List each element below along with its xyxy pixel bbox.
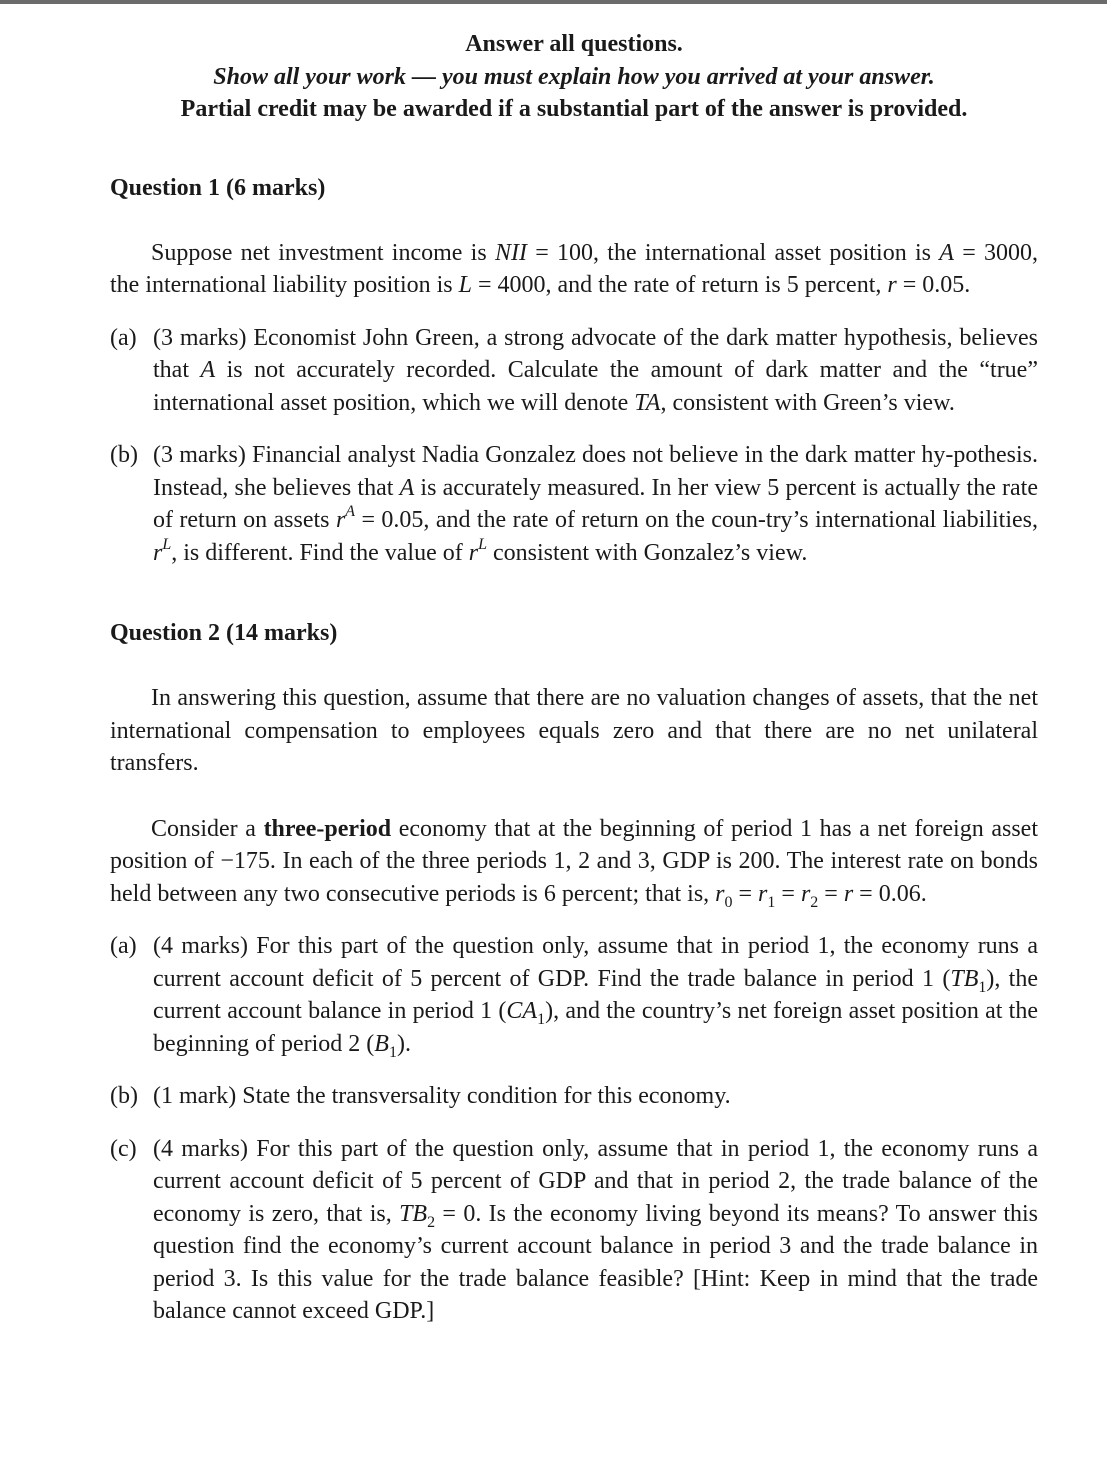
item-label: (a) (110, 324, 137, 351)
item-label: (b) (110, 442, 138, 468)
question-1-title: Question 1 (6 marks) (110, 174, 326, 201)
header-line-1: Answer all questions. (465, 31, 683, 57)
question-2a: (a) (4 marks) For this part of the question only, assume that in period 1, the economy runs a current account deficit of 5 percent of GDP. Find the trade balance in period 1 $(TB_1)$, the current account balance in period 1 $(CA_1)$, and the country’s net foreign asset position at the beginning of period 2 $(B_1)$. (110, 930, 1038, 1060)
question-2-title: Question 2 (14 marks) (110, 620, 338, 646)
question-1b: (b) (3 marks) Financial analyst Nadia Gonzalez does not believe in the dark matter hy-pothesis. Instead, she believes that A is accurately measured. In her view 5 percent is actually the rate of return on assets $r^A = 0.05$, and the rate of return on the coun-try’s international liabilities, $r^L$, is different. Find the value of $r^L$ consistent with Gonzalez’s view. (110, 439, 1038, 569)
header-line-2: Show all your work — you must explain how you arrived at your answer. (213, 63, 935, 90)
item-label: (c) (110, 1135, 137, 1162)
question-2b: (b) (1 mark) State the transversality condition for this economy. (110, 1080, 1038, 1113)
question-1-intro: Suppose net investment income is NII = 100, the international asset position is A = 3000, the international liability position is L = 4000, and the rate of return is 5 percent, r = 0.05. (110, 239, 1039, 298)
instructions-header (110, 28, 1038, 126)
item-label: (a) (110, 933, 137, 959)
question-2c: (c) (4 marks) For this part of the question only, assume that in period 1, the economy runs a current account deficit of 5 percent of GDP and that in period 2, the trade balance of the economy is zero, that is, $TB_2 = 0$. Is the economy living beyond its means? To answer this question find the economy’s current account balance in period 3 and the trade balance in period 3. Is this value for the trade balance feasible? [Hint: Keep in mind that the trade balance cannot exceed GDP.] (110, 1133, 1038, 1328)
exam-page (110, 28, 1038, 1328)
top-border (0, 0, 1107, 4)
question-2-setup: Consider a three-period economy that at the beginning of period 1 has a net foreign asset position of −175. In each of the three periods 1, 2 and 3, GDP is 200. The interest rate on bonds held between any two consecutive periods is 6 percent; that is, $r_0 = r_1 = r_2 = r = 0.06$. (110, 815, 1038, 911)
item-label: (b) (110, 1083, 138, 1109)
header-line-3: Partial credit may be awarded if a substantial part of the answer is provided. (180, 96, 968, 122)
question-2-assumptions: In answering this question, assume that there are no valuation changes of assets, that the net international compensation to employees equals zero and that there are no net unilateral transfers. (110, 685, 1038, 776)
question-1a: (a) (3 marks) Economist John Green, a strong advocate of the dark matter hypothesis, believes that A is not accurately recorded. Calculate the amount of dark matter and the “true” international asset position, which we will denote TA, consistent with Green’s view. (110, 322, 1038, 420)
